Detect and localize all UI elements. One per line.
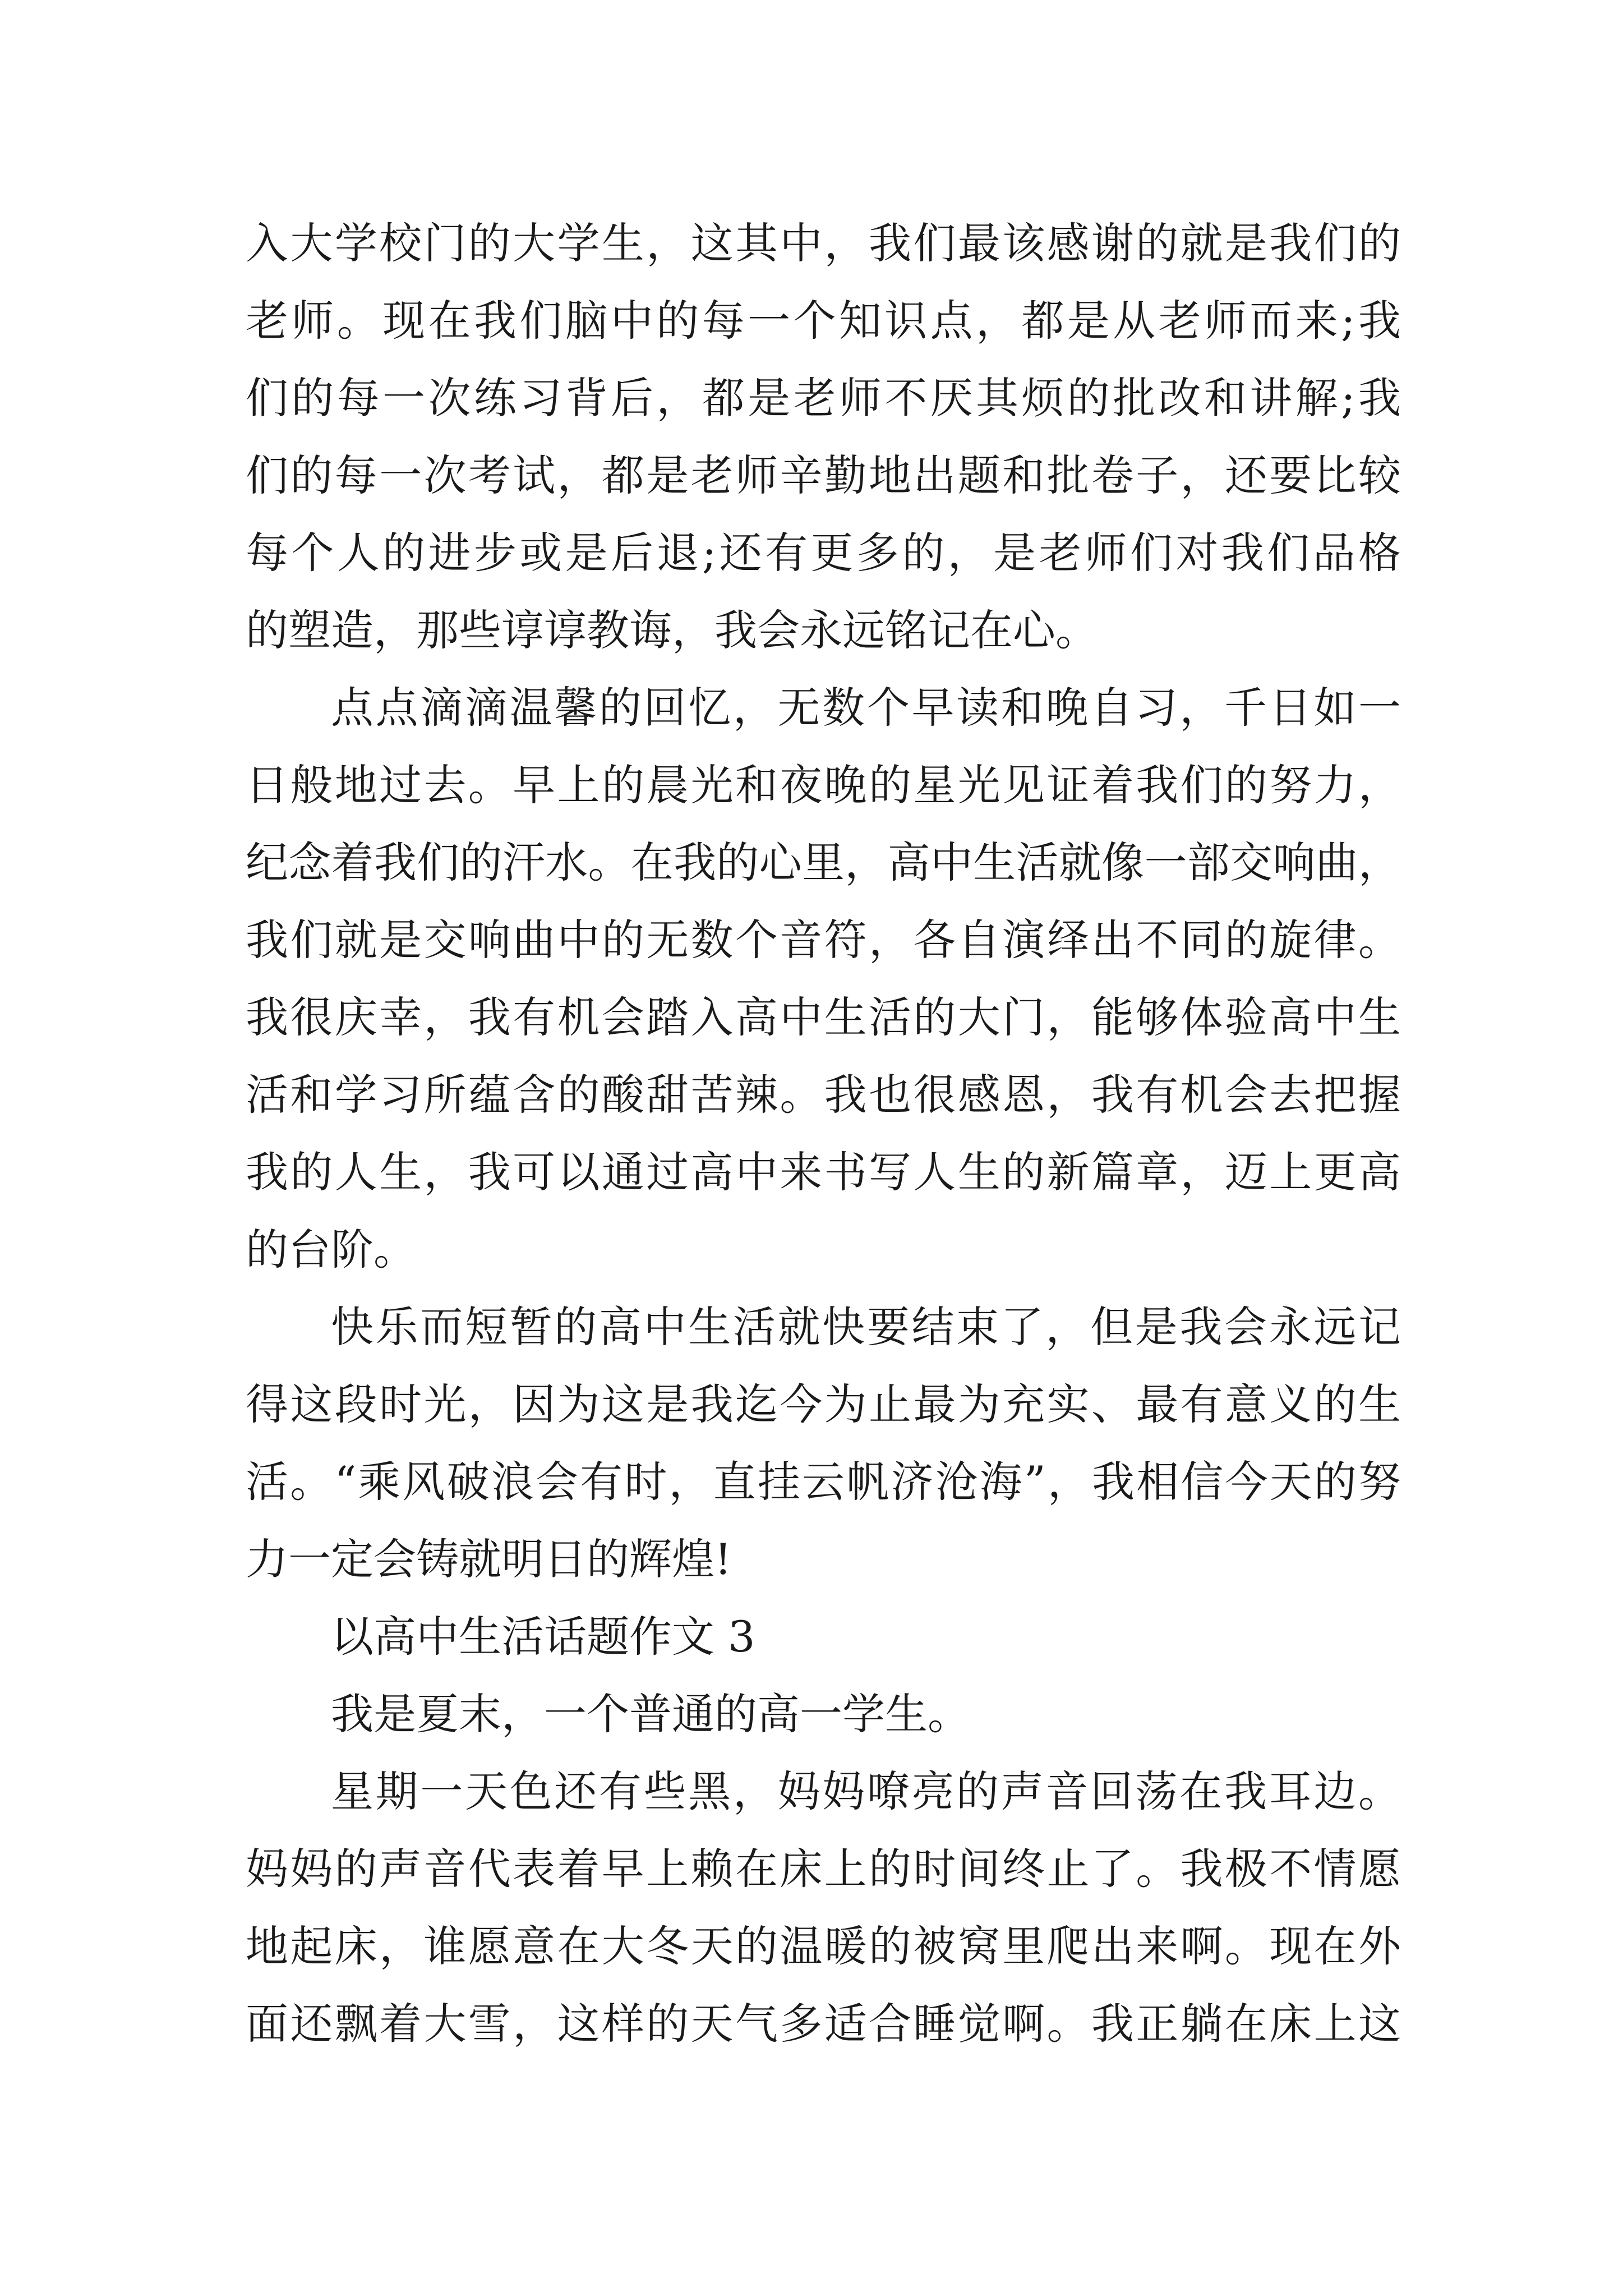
text-line: 星期一天色还有些黑，妈妈嘹亮的声音回荡在我耳边。 <box>331 1766 1401 1816</box>
text-line: 的台阶。 <box>246 1225 416 1274</box>
text-line: 们的每一次练习背后，都是老师不厌其烦的批改和讲解;我 <box>246 373 1401 423</box>
text-line: 面还飘着大雪，这样的天气多适合睡觉啊。我正躺在床上这 <box>246 1999 1401 2049</box>
text-line: 的塑造，那些谆谆教诲，我会永远铭记在心。 <box>246 605 1098 655</box>
text-line: 得这段时光，因为这是我迄今为止最为充实、最有意义的生 <box>246 1379 1401 1429</box>
text-line: 我是夏末，一个普通的高一学生。 <box>331 1689 970 1739</box>
text-line: 我的人生，我可以通过高中来书写人生的新篇章，迈上更高 <box>246 1147 1401 1197</box>
text-line: 纪念着我们的汗水。在我的心里，高中生活就像一部交响曲， <box>246 838 1401 887</box>
text-line: 活和学习所蕴含的酸甜苦辣。我也很感恩，我有机会去把握 <box>246 1070 1401 1120</box>
text-line: 力一定会铸就明日的辉煌! <box>246 1534 732 1584</box>
text-line: 快乐而短暂的高中生活就快要结束了，但是我会永远记 <box>331 1302 1401 1352</box>
text-line: 地起床，谁愿意在大冬天的温暖的被窝里爬出来啊。现在外 <box>246 1921 1401 1971</box>
text-line: 入大学校门的大学生，这其中，我们最该感谢的就是我们的 <box>246 218 1401 268</box>
text-line: 活。“乘风破浪会有时，直挂云帆济沧海”，我相信今天的努 <box>246 1457 1401 1507</box>
text-line: 老师。现在我们脑中的每一个知识点，都是从老师而来;我 <box>246 296 1401 346</box>
text-line: 日般地过去。早上的晨光和夜晚的星光见证着我们的努力， <box>246 760 1401 810</box>
text-line: 们的每一次考试，都是老师辛勤地出题和批卷子，还要比较 <box>246 450 1401 500</box>
text-line: 妈妈的声音代表着早上赖在床上的时间终止了。我极不情愿 <box>246 1844 1401 1894</box>
text-line: 每个人的进步或是后退;还有更多的，是老师们对我们品格 <box>246 528 1401 578</box>
text-line: 以高中生活话题作文 3 <box>331 1612 755 1662</box>
text-line: 我很庆幸，我有机会踏入高中生活的大门，能够体验高中生 <box>246 992 1401 1042</box>
text-line: 点点滴滴温馨的回忆，无数个早读和晚自习，千日如一 <box>331 683 1401 733</box>
text-line: 我们就是交响曲中的无数个音符，各自演绎出不同的旋律。 <box>246 915 1401 965</box>
document-body <box>246 205 1401 2063</box>
